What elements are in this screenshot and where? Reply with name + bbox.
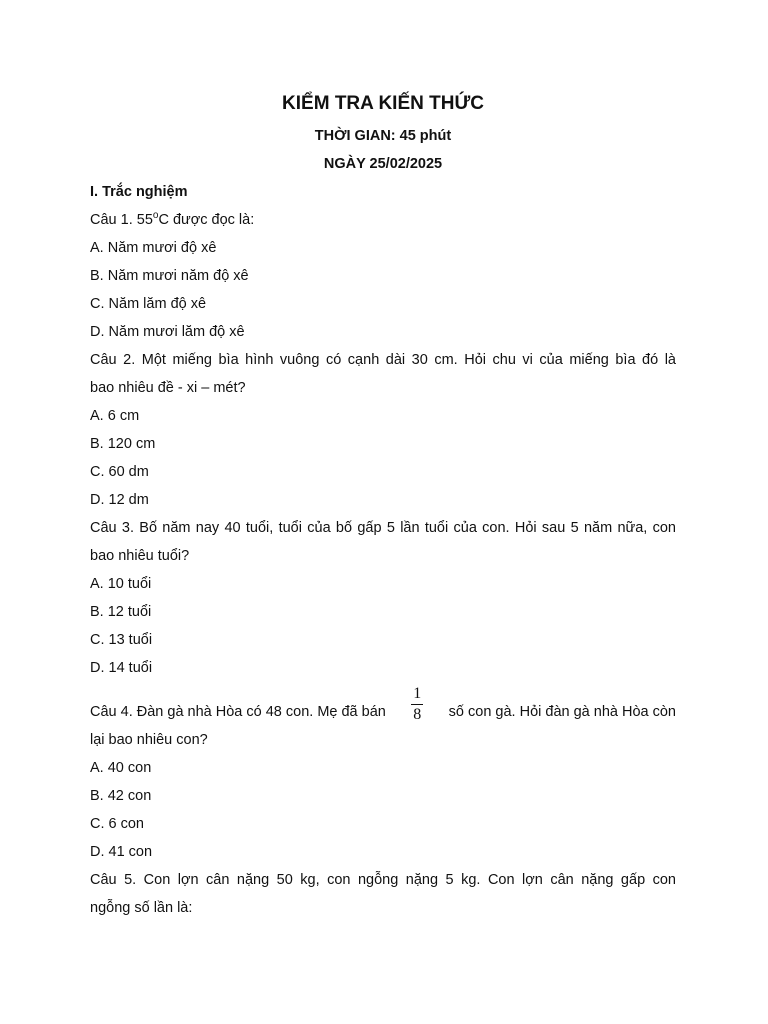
question-3-option-c: C. 13 tuổi	[90, 632, 153, 648]
question-1-option-c: C. Năm lăm độ xê	[90, 296, 207, 312]
question-4-line-1	[90, 682, 676, 726]
question-2-line-2: bao nhiêu đề - xi – mét?	[90, 380, 246, 396]
question-4-option-b: B. 42 con	[90, 788, 152, 804]
degree-superscript: o	[152, 210, 159, 222]
section-heading: I. Trắc nghiệm	[90, 184, 188, 200]
question-1-option-b: B. Năm mươi năm độ xê	[90, 268, 249, 284]
question-2-option-a: A. 6 cm	[90, 408, 140, 424]
question-1-suffix: C được đọc là:	[158, 212, 255, 228]
question-3-line-1: Câu 3. Bố năm nay 40 tuổi, tuổi của bố gấp 5 lần tuổi của con. Hỏi sau 5 năm nữa, con	[90, 520, 676, 536]
page-title: KIỂM TRA KIẾN THỨC	[282, 93, 484, 114]
document-page	[90, 90, 676, 922]
question-3-option-a: A. 10 tuổi	[90, 576, 152, 592]
question-1-option-a: A. Năm mươi độ xê	[90, 240, 217, 256]
question-4-before-fraction: Câu 4. Đàn gà nhà Hòa có 48 con. Mẹ đã bán	[90, 704, 386, 720]
question-4-option-c: C. 6 con	[90, 816, 144, 832]
fraction-numerator: 1	[411, 685, 423, 705]
question-5-line-2: ngỗng số lần là:	[90, 900, 193, 916]
exam-time: THỜI GIAN: 45 phút	[314, 128, 452, 144]
question-5-line-1: Câu 5. Con lợn cân nặng 50 kg, con ngỗng nặng 5 kg. Con lợn cân nặng gấp con	[90, 872, 676, 888]
question-2-line-1: Câu 2. Một miếng bìa hình vuông có cạnh dài 30 cm. Hỏi chu vi của miếng bìa đó là	[90, 352, 676, 368]
question-1-prefix: Câu 1. 55	[90, 212, 153, 228]
question-4-option-d: D. 41 con	[90, 844, 153, 860]
question-1	[90, 206, 676, 234]
exam-date: NGÀY 25/02/2025	[323, 156, 443, 172]
fraction-one-eighth	[411, 685, 423, 724]
question-3-option-b: B. 12 tuổi	[90, 604, 152, 620]
question-4-after-fraction: số con gà. Hỏi đàn gà nhà Hòa còn	[448, 704, 676, 720]
fraction-denominator: 8	[413, 706, 422, 723]
question-1-option-d: D. Năm mươi lăm độ xê	[90, 324, 245, 340]
question-3-option-d: D. 14 tuổi	[90, 660, 153, 676]
question-3-line-2: bao nhiêu tuổi?	[90, 548, 190, 564]
question-4-line-2: lại bao nhiêu con?	[90, 732, 208, 748]
question-4-option-a: A. 40 con	[90, 760, 152, 776]
question-2-option-d: D. 12 dm	[90, 492, 149, 508]
question-2-option-c: C. 60 dm	[90, 464, 149, 480]
question-2-option-b: B. 120 cm	[90, 436, 156, 452]
